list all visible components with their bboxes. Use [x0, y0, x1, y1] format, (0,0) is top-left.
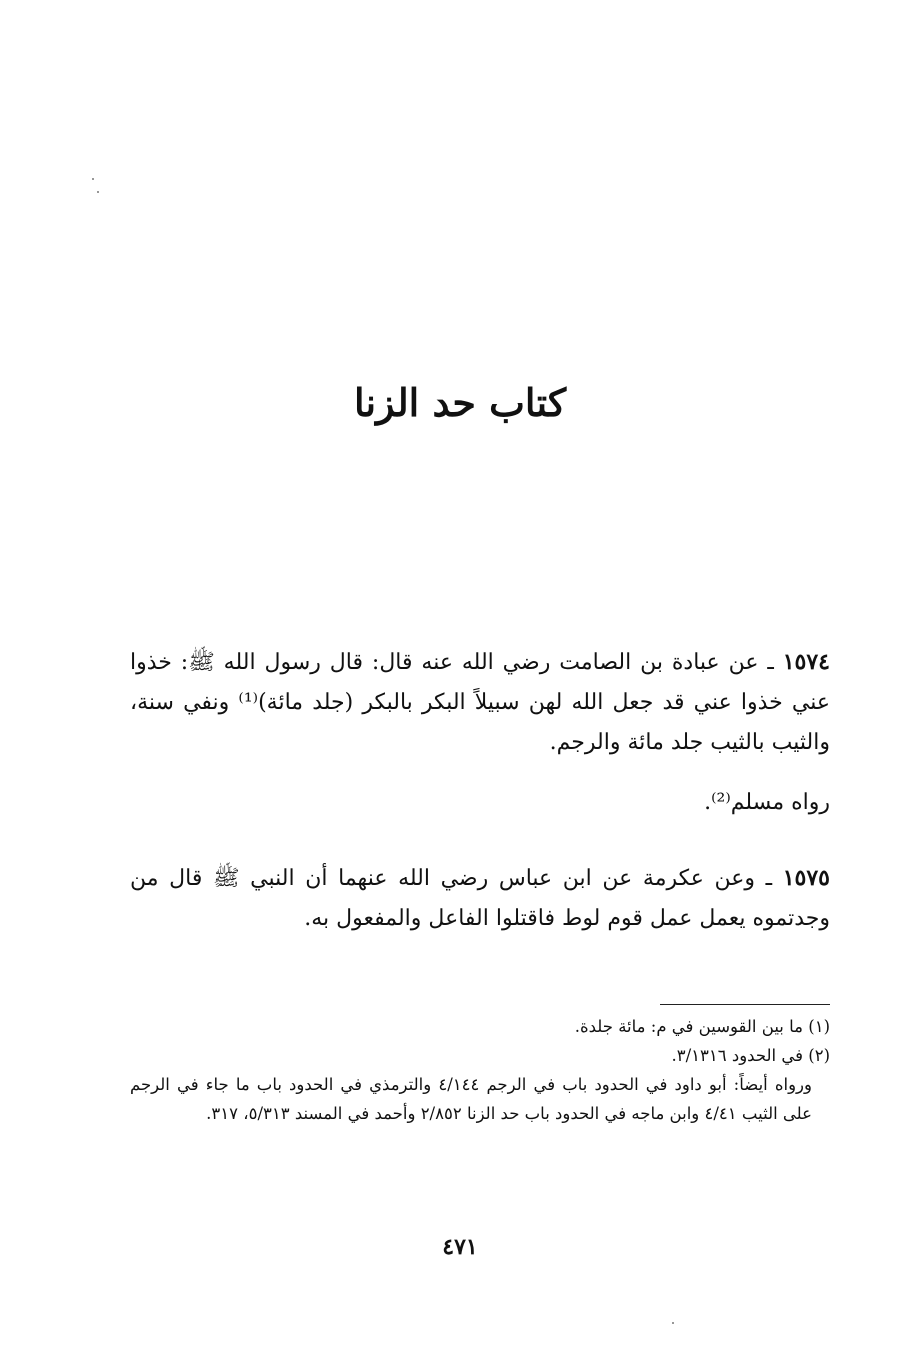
scan-speck	[97, 191, 99, 193]
hadith-text: ـ عن عبادة بن الصامت رضي الله عنه قال: قال رسول الله ﷺ: خذوا عني خذوا عني قد جعل الله لهن سبيلاً البكر بالبكر (جلد مائة)⁽¹⁾ ونفي سنة، والثيب بالثيب جلد مائة والرجم.	[130, 650, 830, 755]
footnote-2: (٢) في الحدود ٣/١٣١٦.	[671, 1046, 830, 1065]
hadith-1574	[130, 642, 830, 763]
hadith-source: رواه مسلم⁽²⁾.	[704, 790, 830, 815]
hadith-number: ١٥٧٥	[782, 865, 830, 891]
footnote-1: (١) ما بين القوسين في م: مائة جلدة.	[574, 1017, 830, 1036]
chapter-title: كتاب حد الزنا	[353, 380, 567, 426]
page-number: ٤٧١	[442, 1234, 478, 1260]
footnote-2-continuation: ورواه أيضاً: أبو داود في الحدود باب في الرجم ٤/١٤٤ والترمذي في الحدود باب ما جاء في الرجم على الثيب ٤/٤١ وابن ماجه في الحدود باب حد الزنا ٢/٨٥٢ وأحمد في المسند ٥/٣١٣، ٣١٧.	[130, 1075, 812, 1123]
footnote-divider	[660, 1004, 830, 1005]
hadith-text: ـ وعن عكرمة عن ابن عباس رضي الله عنهما أن النبي ﷺ قال من وجدتموه يعمل عمل قوم لوط فاقتلوا الفاعل والمفعول به.	[130, 866, 830, 931]
scan-speck	[672, 1322, 674, 1324]
scan-speck	[92, 178, 94, 180]
hadith-1575	[130, 858, 830, 939]
hadith-number: ١٥٧٤	[782, 649, 830, 675]
footnotes	[130, 1012, 830, 1128]
